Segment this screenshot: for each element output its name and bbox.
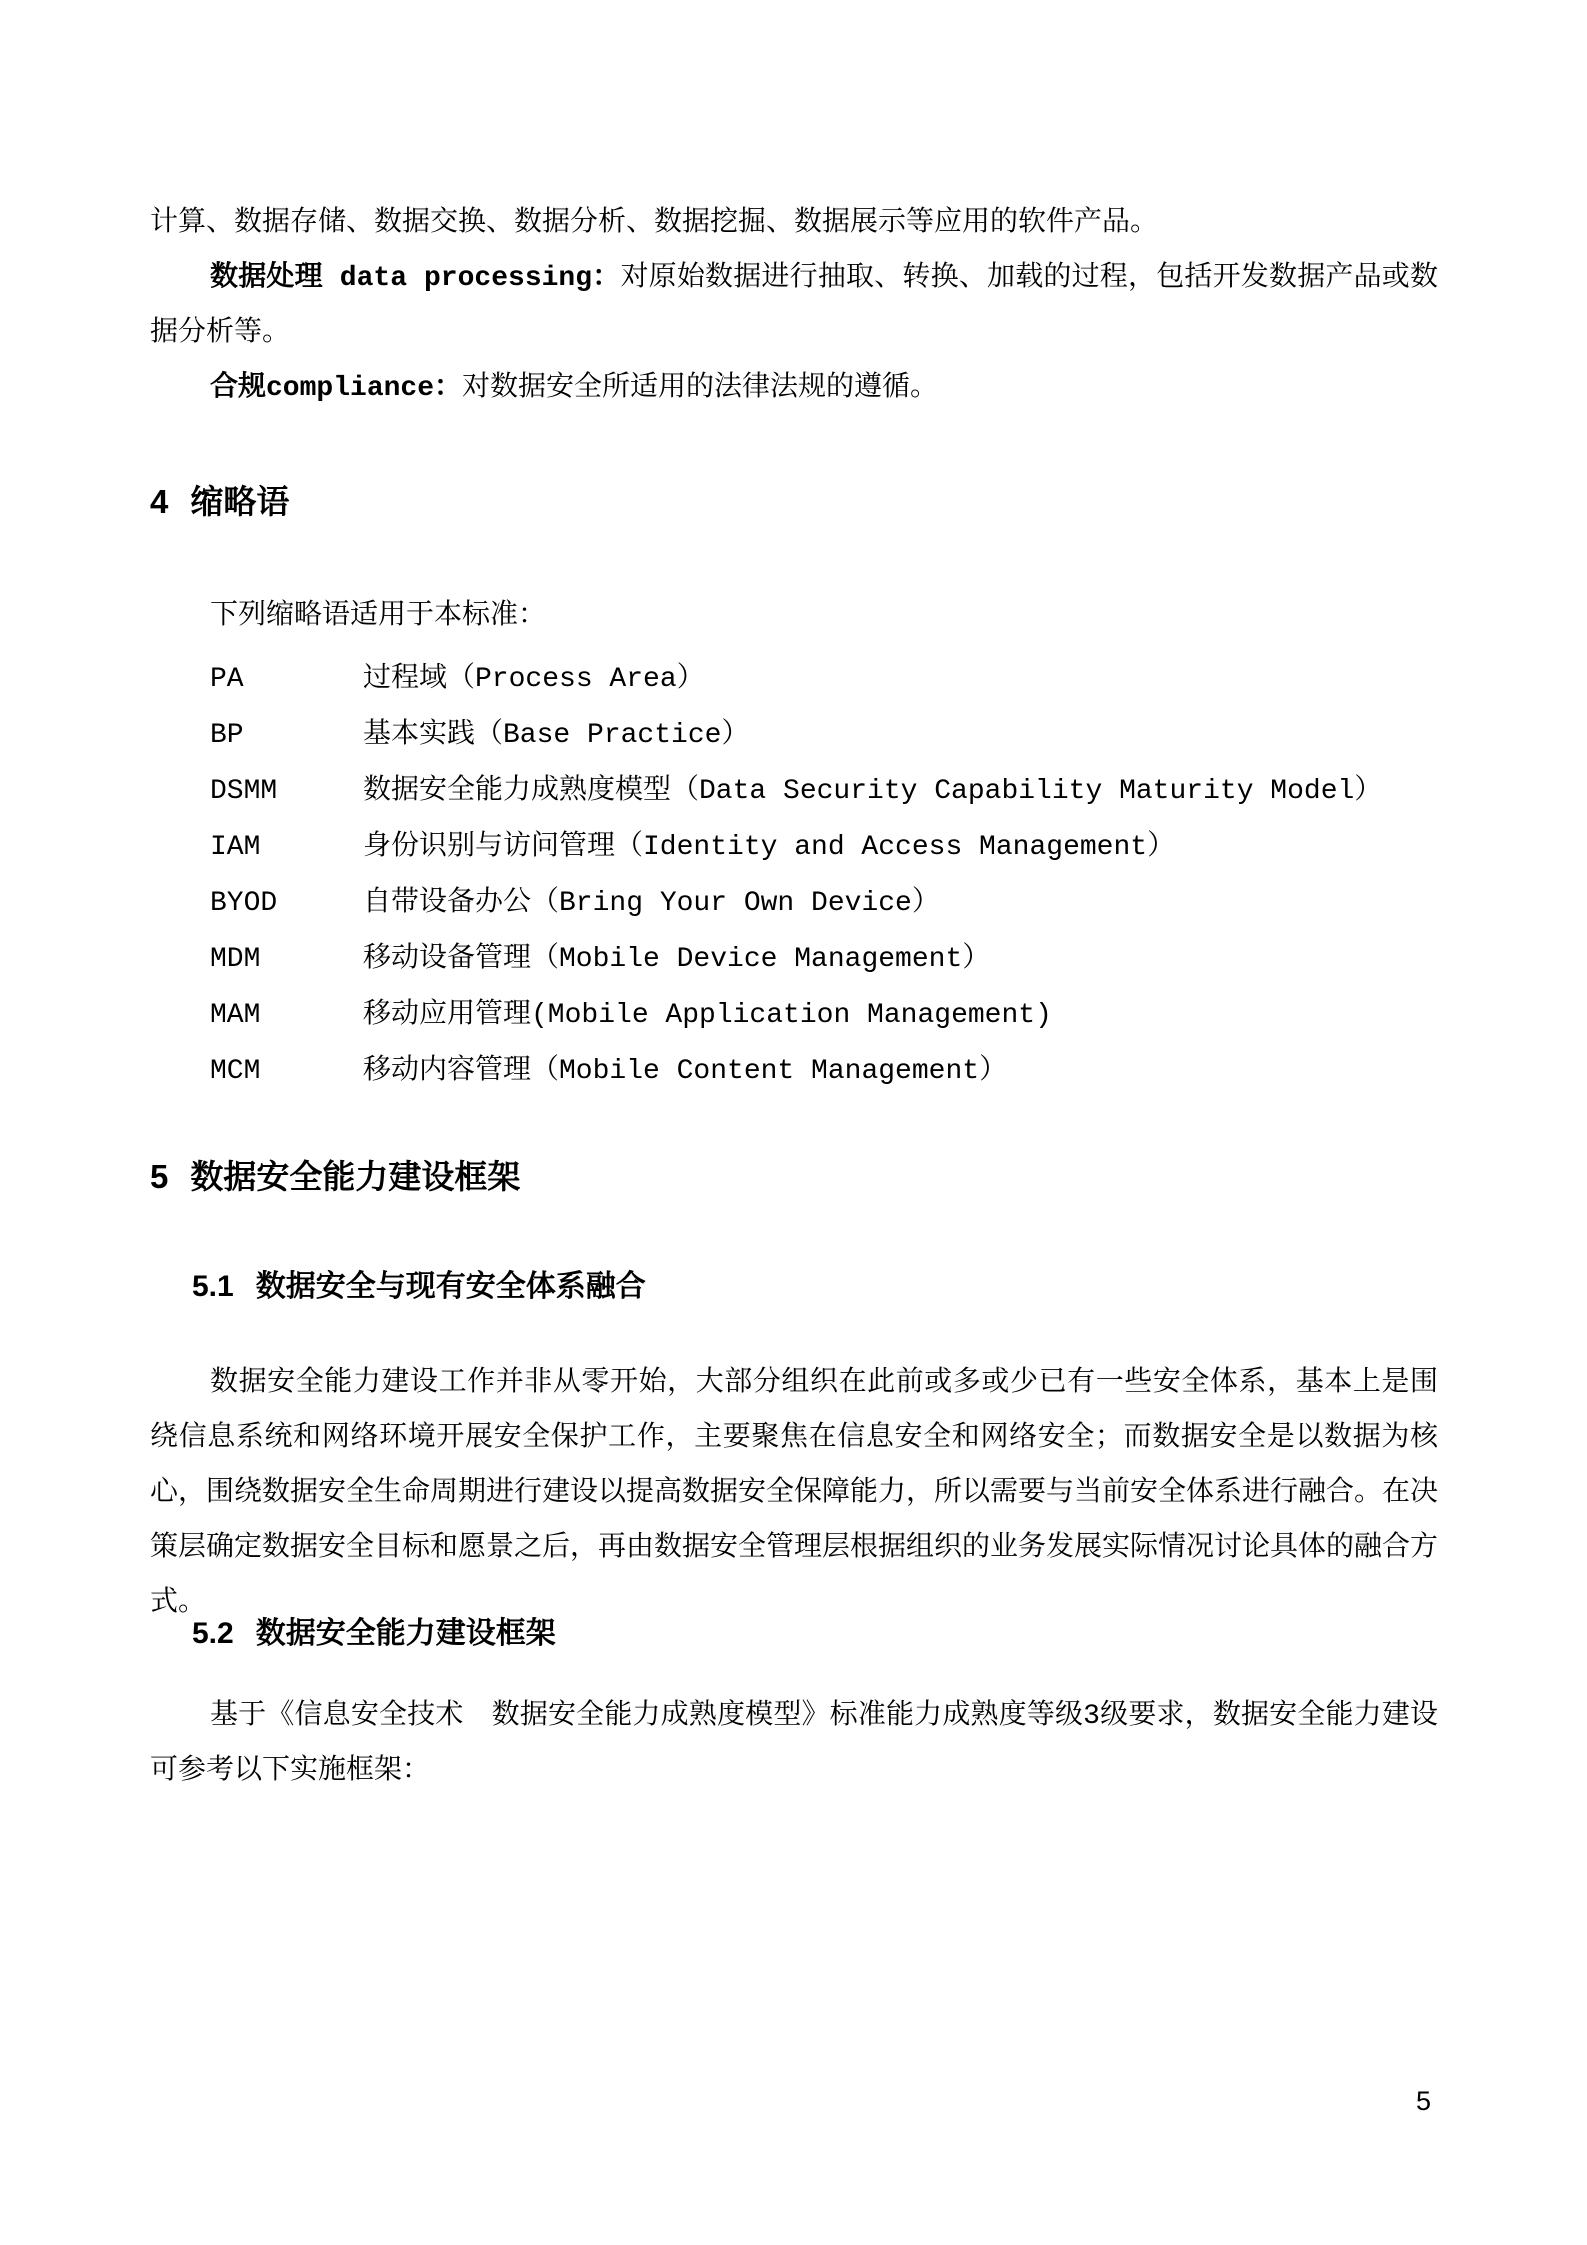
- abbreviation-definition: 移动设备管理（Mobile Device Management）: [363, 944, 991, 975]
- section-5-heading: [150, 1158, 520, 1197]
- section-4-title: 缩略语: [190, 483, 290, 520]
- section-4-heading: [150, 483, 289, 522]
- abbreviation-term: IAM: [210, 832, 261, 863]
- definition-term-data-processing: 数据处理 data processing：: [210, 263, 621, 294]
- definition-compliance: [150, 361, 1438, 416]
- abbreviation-term: MDM: [210, 944, 261, 975]
- abbreviation-term: PA: [210, 664, 244, 695]
- section-5-number: 5: [150, 1158, 169, 1195]
- abbreviation-row: [150, 1044, 1438, 1100]
- section-5-2-paragraph: 基于《信息安全技术 数据安全能力成熟度模型》标准能力成熟度等级3级要求，数据安全能力建设可参考以下实施框架：: [150, 1701, 1438, 1787]
- page-number: 5: [1416, 2086, 1432, 2116]
- abbreviation-list: [150, 652, 1438, 1100]
- abbreviation-definition: 基本实践（Base Practice）: [363, 720, 750, 751]
- section-5-2-title: 数据安全能力建设框架: [255, 1617, 556, 1650]
- definition-body-compliance: 对数据安全所适用的法律法规的遵循。: [462, 373, 939, 404]
- abbreviation-intro: 下列缩略语适用于本标准：: [210, 601, 547, 632]
- section-5-1-title: 数据安全与现有安全体系融合: [255, 1270, 646, 1303]
- definition-term-compliance: 合规compliance：: [210, 373, 463, 404]
- section-5-1-number: 5.1: [192, 1270, 234, 1303]
- abbreviation-definition: 数据安全能力成熟度模型（Data Security Capability Maturity Model）: [363, 776, 1383, 807]
- section-5-2-heading: [192, 1616, 556, 1651]
- abbreviation-definition: 移动应用管理(Mobile Application Management): [363, 1000, 1052, 1031]
- abbreviation-definition: 自带设备办公（Bring Your Own Device）: [363, 888, 940, 919]
- abbreviation-term: DSMM: [210, 776, 278, 807]
- definition-body-data-processing: 对原始数据进行抽取、转换、加载的过程，包括开发数据产品或数据分析等。: [150, 263, 1438, 349]
- abbreviation-row: [150, 708, 1438, 764]
- section-5-1-heading: [192, 1269, 646, 1304]
- abbreviation-row: [150, 932, 1438, 988]
- abbreviation-definition: 身份识别与访问管理（Identity and Access Management）: [363, 832, 1176, 863]
- abbreviation-definition: 过程域（Process Area）: [363, 664, 705, 695]
- abbreviation-term: BYOD: [210, 888, 278, 919]
- paragraph-continuation: 计算、数据存储、数据交换、数据分析、数据挖掘、数据展示等应用的软件产品。: [150, 208, 1159, 239]
- abbreviation-term: BP: [210, 720, 244, 751]
- abbreviation-row: [150, 764, 1438, 820]
- abbreviation-term: MCM: [210, 1056, 261, 1087]
- abbreviation-definition: 移动内容管理（Mobile Content Management）: [363, 1056, 1008, 1087]
- definition-data-processing: [150, 251, 1438, 361]
- section-5-2-number: 5.2: [192, 1617, 234, 1650]
- section-5-1-paragraph: 数据安全能力建设工作并非从零开始，大部分组织在此前或多或少已有一些安全体系，基本上是围绕信息系统和网络环境开展安全保护工作，主要聚焦在信息安全和网络安全；而数据安全是以数据为核心，围绕数据安全生命周期进行建设以提高数据安全保障能力，所以需要与当前安全体系进行融合。在决策层确定数据安全目标和愿景之后，再由数据安全管理层根据组织的业务发展实际情况讨论具体的融合方式。: [150, 1368, 1439, 1619]
- section-5-title: 数据安全能力建设框架: [190, 1158, 521, 1195]
- section-4-number: 4: [150, 483, 169, 520]
- abbreviation-row: [150, 988, 1438, 1044]
- abbreviation-row: [150, 876, 1438, 932]
- abbreviation-row: [150, 652, 1438, 708]
- abbreviation-row: [150, 820, 1438, 876]
- abbreviation-term: MAM: [210, 1000, 261, 1031]
